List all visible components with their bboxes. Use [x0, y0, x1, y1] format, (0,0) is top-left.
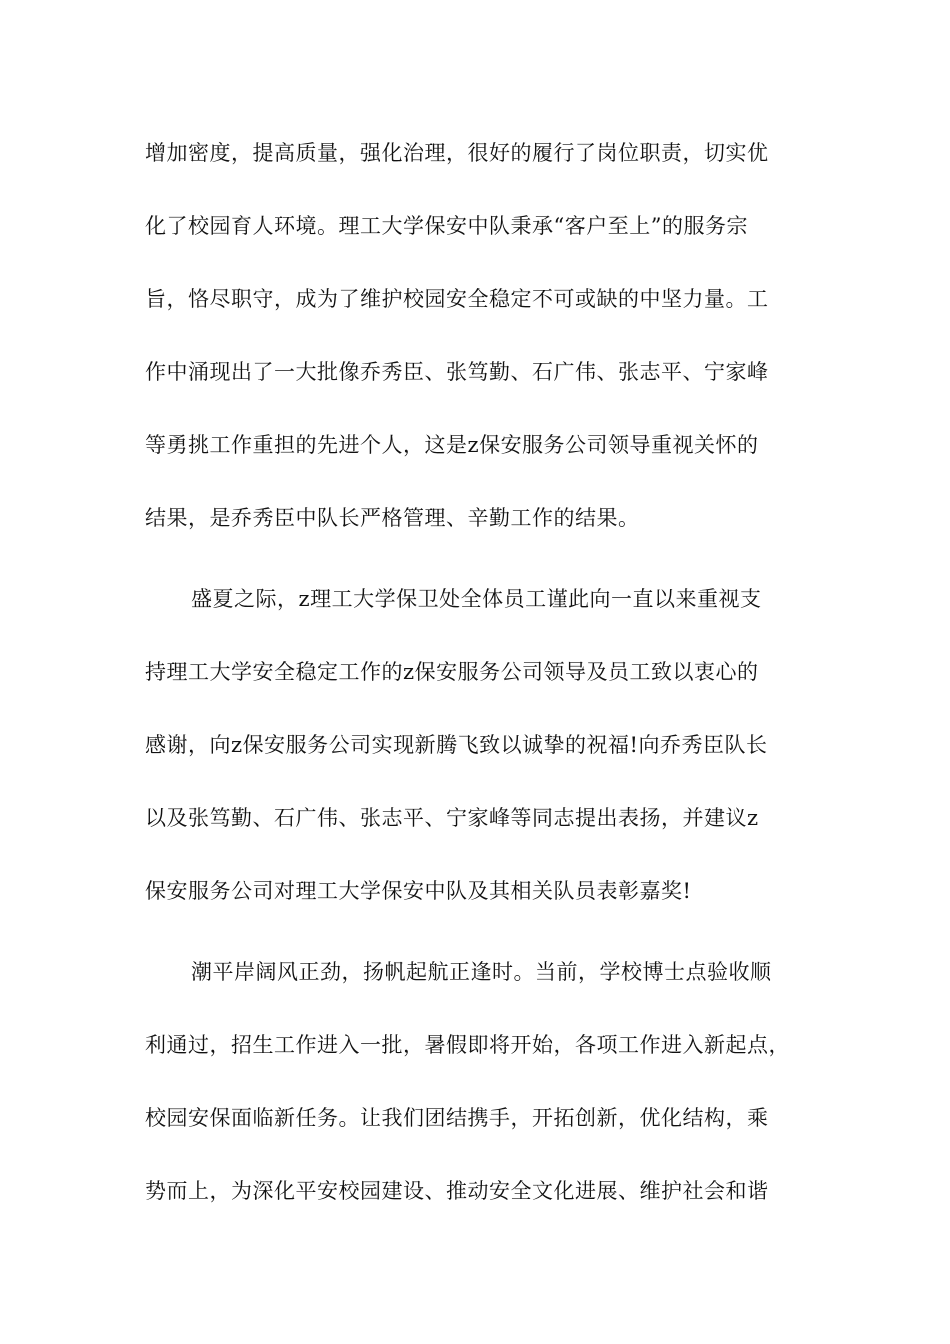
- text-line: 旨，恪尽职守，成为了维护校园安全稳定不可或缺的中坚力量。工: [145, 287, 769, 311]
- text-line: 持理工大学安全稳定工作的z保安服务公司领导及员工致以衷心的: [145, 660, 759, 684]
- text-line: 感谢，向z保安服务公司实现新腾飞致以诚挚的祝福!向乔秀臣队长: [145, 733, 768, 757]
- text-line: 等勇挑工作重担的先进个人，这是z保安服务公司领导重视关怀的: [145, 433, 759, 457]
- paragraph-first-line: 潮平岸阔风正劲，扬帆起航正逢时。当前，学校博士点验收顺: [191, 960, 772, 984]
- text-line: 利通过，招生工作进入一批，暑假即将开始，各项工作进入新起点，: [145, 1033, 790, 1057]
- text-line: 化了校园育人环境。理工大学保安中队秉承“客户至上”的服务宗: [145, 214, 748, 238]
- text-line: 结果，是乔秀臣中队长严格管理、辛勤工作的结果。: [145, 506, 640, 530]
- text-line: 作中涌现出了一大批像乔秀臣、张笃勤、石广伟、张志平、宁家峰: [145, 360, 769, 384]
- text-line: 校园安保面临新任务。让我们团结携手，开拓创新，优化结构，乘: [145, 1106, 769, 1130]
- paragraph-first-line: 盛夏之际，z理工大学保卫处全体员工谨此向一直以来重视支: [191, 587, 762, 611]
- text-line: 势而上，为深化平安校园建设、推动安全文化进展、维护社会和谐: [145, 1179, 769, 1203]
- text-line: 以及张笃勤、石广伟、张志平、宁家峰等同志提出表扬，并建议z: [145, 806, 759, 830]
- text-line: 增加密度，提高质量，强化治理，很好的履行了岗位职责，切实优: [145, 141, 769, 165]
- text-line: 保安服务公司对理工大学保安中队及其相关队员表彰嘉奖!: [145, 879, 692, 903]
